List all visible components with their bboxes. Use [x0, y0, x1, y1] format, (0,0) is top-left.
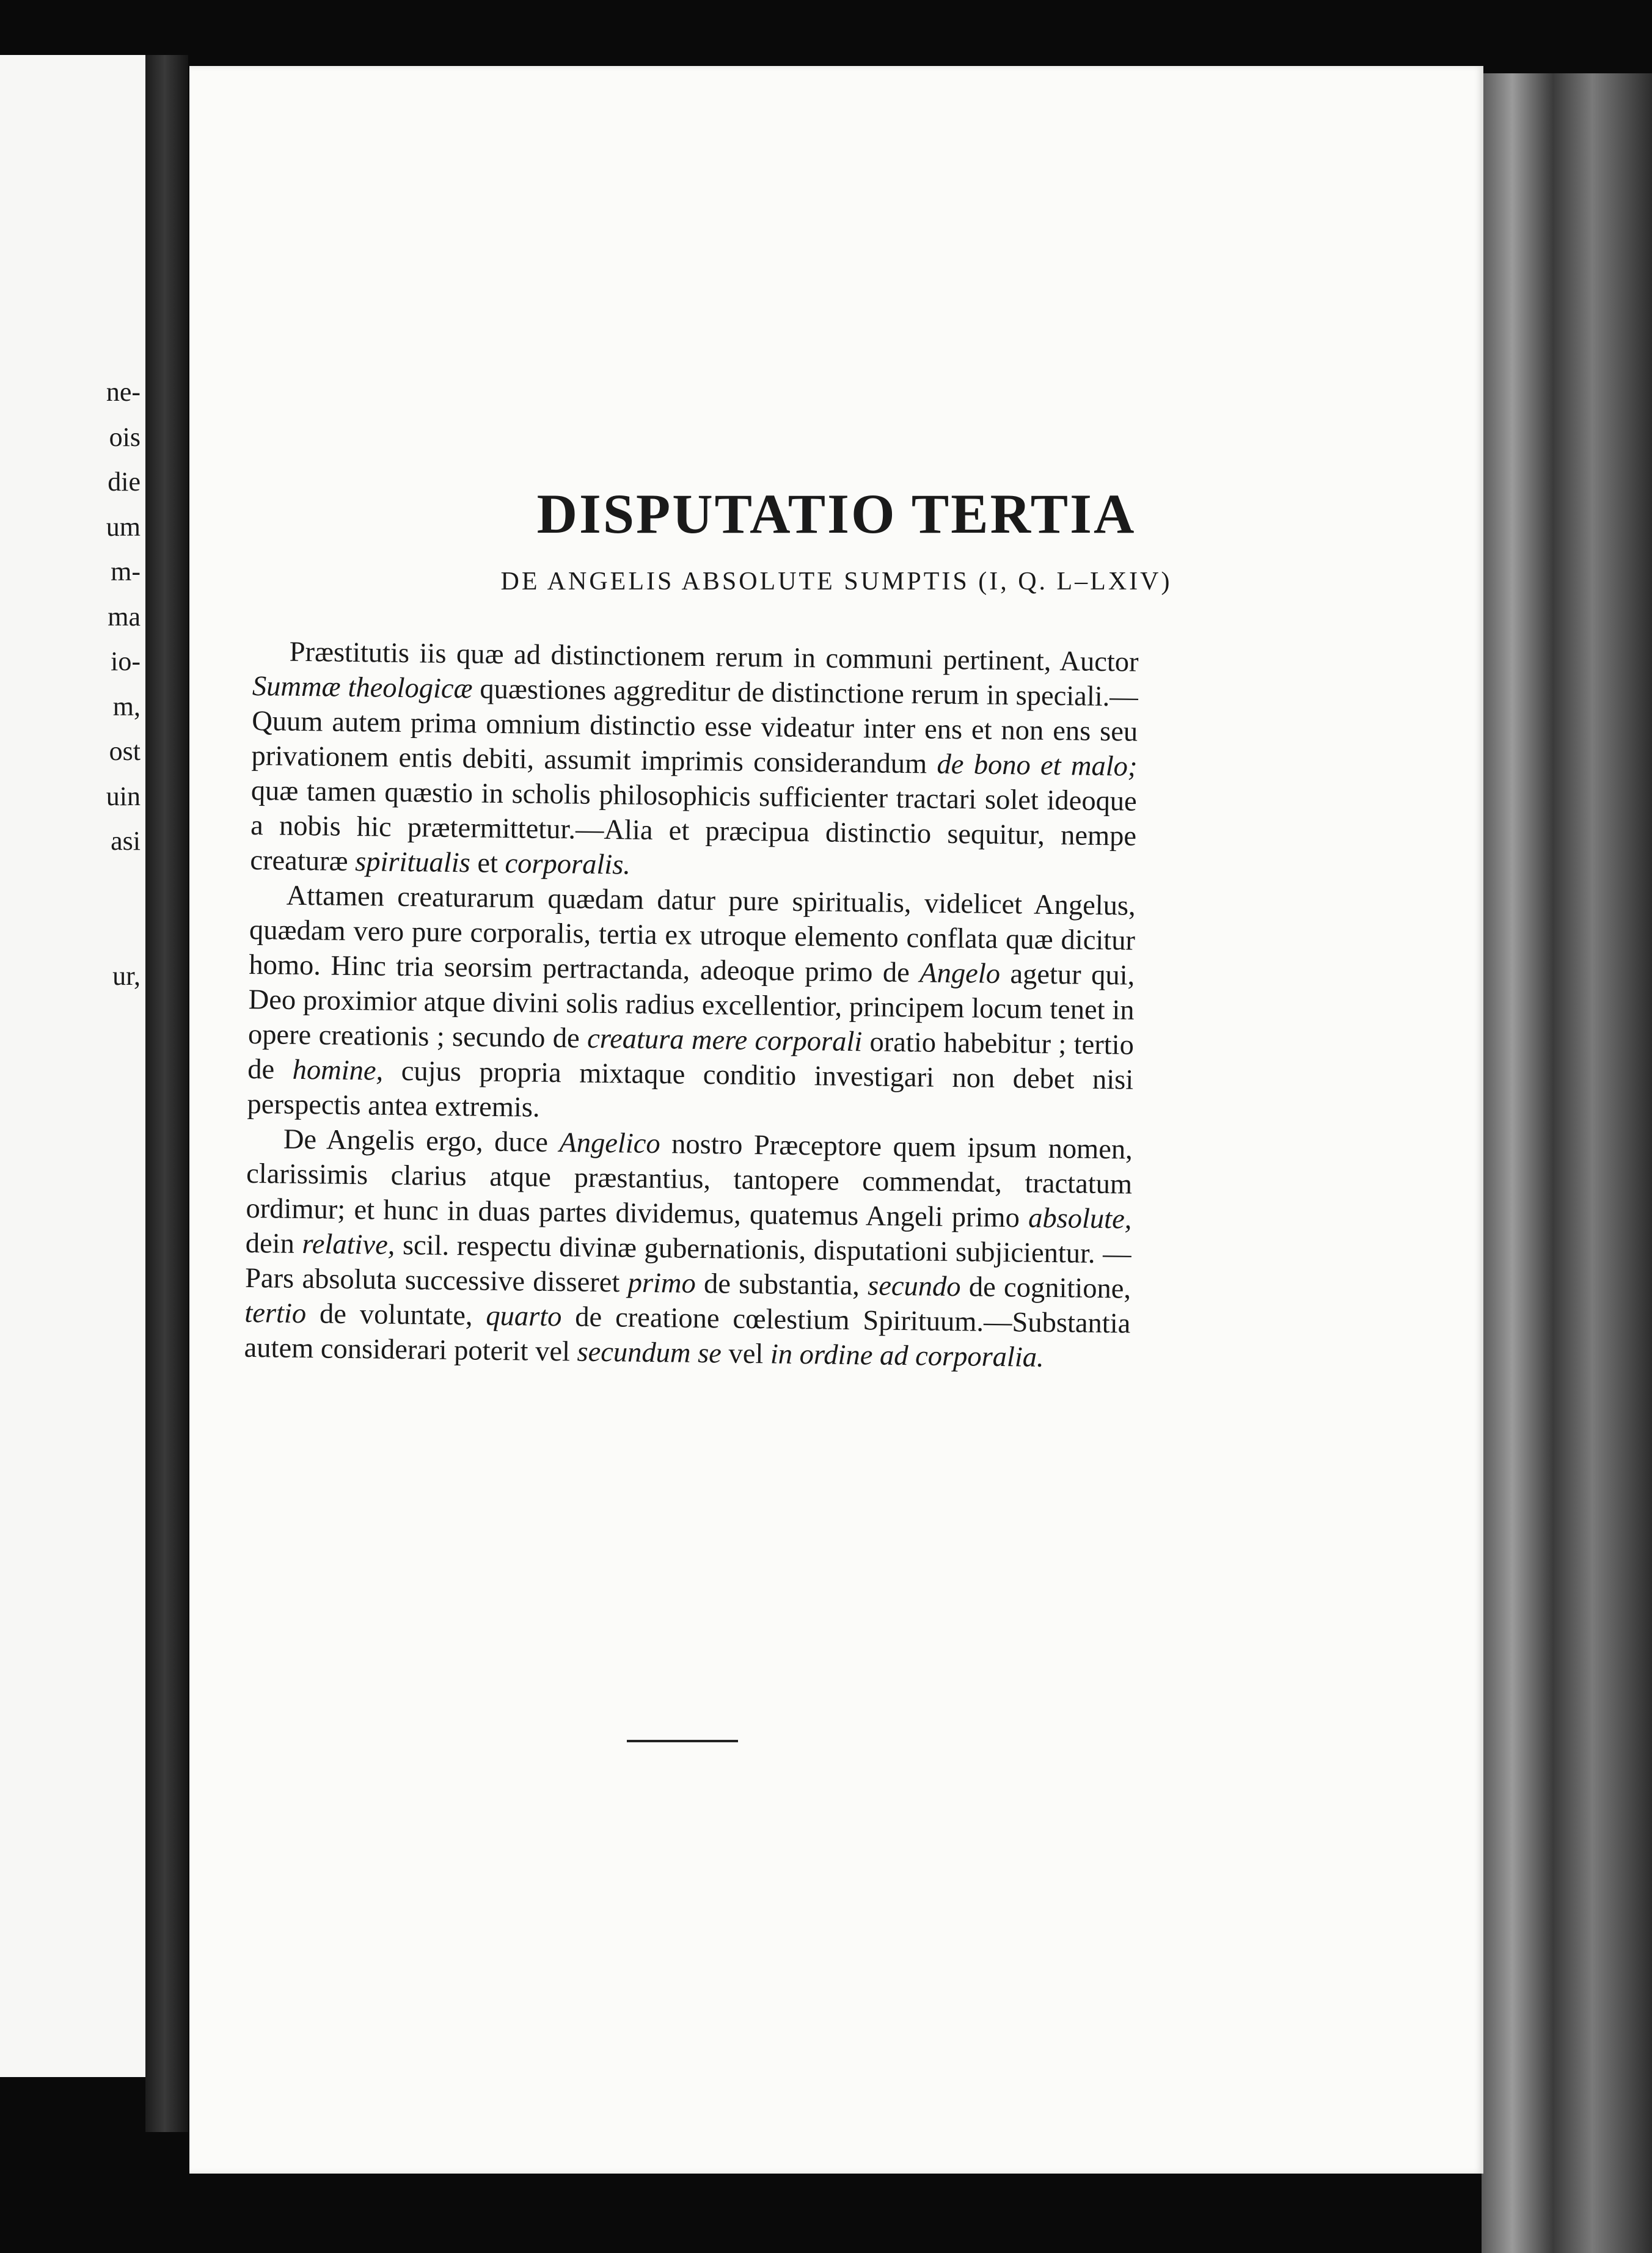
text-segment: dein: [245, 1227, 302, 1260]
text-segment: agetur qui, Deo proximior atque divini solis radius excellentior, principem locum tenet in opere creationis ; secundo de: [247, 958, 1135, 1054]
text-segment: nostro Præceptore quem ipsum nomen, clarissimis clarius atque præstantius, tantopere commendat, tractatum ordimur; et hunc in duas partes dividemus, quatemus Angeli primo: [246, 1128, 1133, 1234]
text-segment: de creatione cœlestium Spirituum.—Substantia autem considerari poterit vel: [244, 1301, 1131, 1368]
left-page-fragment: ur,: [112, 960, 141, 991]
italic-text: relative,: [302, 1229, 395, 1261]
text-segment: Attamen creaturarum quædam datur pure spiritualis, videlicet Angelus, quædam vero pure corporalis, tertia ex utroque elemento conflata quæ dicitur homo. Hinc tria seorsim pertractanda, adeoque primo de: [249, 880, 1136, 989]
text-segment: Præstitutis iis quæ ad distinctionem rerum in communi pertinent, Auctor: [289, 636, 1139, 678]
left-page-text-fragments: [0, 370, 141, 998]
text-segment: de cognitione,: [960, 1271, 1131, 1305]
italic-text: secundum se: [577, 1336, 722, 1370]
text-segment: cujus propria mixtaque conditio investigari non debet nisi perspectis antea extremis.: [247, 1055, 1134, 1123]
left-page: [0, 55, 145, 2077]
body-paragraph: [250, 634, 1139, 889]
text-segment: scil. respectu divinæ gubernationis, disputationi subjicientur. —Pars absoluta successive disseret: [244, 1229, 1132, 1299]
italic-text: Angelico: [559, 1127, 660, 1160]
book-edge: [1482, 73, 1652, 2253]
main-page: [189, 66, 1483, 2174]
italic-text: Angelo: [919, 957, 1001, 990]
text-segment: de voluntate,: [305, 1298, 486, 1332]
text-segment: et: [470, 847, 505, 880]
left-page-fragment: m-: [111, 557, 141, 586]
italic-text: homine,: [292, 1054, 384, 1087]
left-page-fragment: die: [108, 467, 141, 497]
page-subtitle: DE ANGELIS ABSOLUTE SUMPTIS (I, Q. L–LXIV): [500, 568, 1172, 596]
italic-text: de bono et malo;: [937, 748, 1138, 783]
left-page-fragment: asi: [111, 826, 141, 856]
text-segment: quæstiones aggreditur de distinctione rerum in speciali.—Quum autem prima omnium distinctio esse videatur inter ens et non ens seu privationem entis debiti, assumit imprimis considerandum: [251, 673, 1139, 780]
left-page-fragment: m,: [112, 691, 141, 721]
body-paragraph: [247, 878, 1136, 1133]
left-page-fragment: ne-: [106, 377, 141, 407]
italic-text: absolute,: [1028, 1202, 1132, 1235]
left-page-fragment: ois: [109, 422, 141, 452]
italic-text: primo: [627, 1267, 696, 1299]
italic-text: secundo: [867, 1270, 961, 1303]
text-segment: de substantia,: [695, 1268, 868, 1302]
italic-text: corporalis.: [505, 848, 631, 881]
left-page-fragment: uin: [106, 781, 141, 811]
left-page-fragment: io-: [111, 646, 141, 676]
italic-text: quarto: [486, 1300, 562, 1333]
left-page-fragment: um: [106, 511, 141, 542]
left-page-fragment: ost: [109, 736, 141, 766]
text-segment: oratio habebitur ; tertio de: [247, 1026, 1135, 1086]
text-segment: vel: [721, 1338, 771, 1370]
text-segment: De Angelis ergo, duce: [283, 1123, 560, 1159]
italic-text: Summæ theologicæ: [252, 670, 473, 705]
left-page-fragment: ma: [108, 601, 141, 632]
closing-rule: [627, 1740, 738, 1742]
page-title: DISPUTATIO TERTIA: [536, 483, 1136, 545]
italic-text: tertio: [244, 1297, 307, 1330]
text-segment: quæ tamen quæstio in scholis philosophicis sufficienter tractari solet ideoque a nobis hic prætermittetur.—Alia et præcipua distinctio sequitur, nempe creaturæ: [250, 775, 1138, 878]
italic-text: spiritualis: [354, 846, 471, 879]
left-page-gutter: [145, 55, 188, 2132]
body-paragraph: [244, 1122, 1133, 1376]
italic-text: creatura mere corporali: [587, 1023, 863, 1058]
italic-text: in ordine ad corporalia.: [770, 1338, 1045, 1373]
body-text: [244, 634, 1139, 1376]
